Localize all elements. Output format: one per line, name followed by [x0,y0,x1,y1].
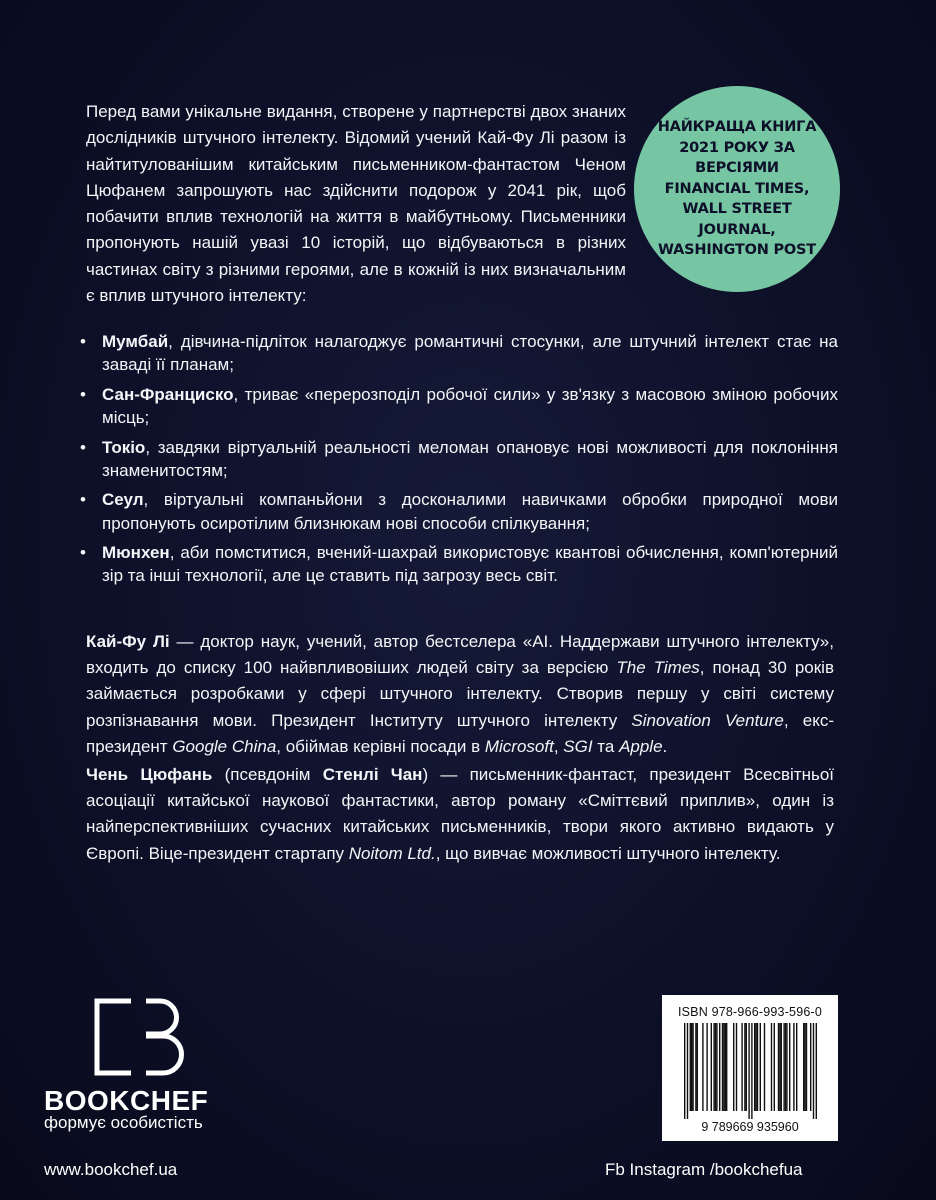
barcode-bar [813,1023,814,1119]
author-name: Чень Цюфань [86,765,213,784]
publisher-social: Fb Instagram /bookchefua [605,1160,803,1179]
bullet: • [80,332,86,351]
bio-italic: Sinovation Venture [631,710,784,730]
barcode-bar [684,1023,685,1119]
barcode-bar [741,1023,742,1111]
barcode-bar [816,1023,817,1119]
bio-italic: SGI [563,736,593,756]
barcode-bar [748,1023,749,1119]
barcode-bar [760,1023,761,1111]
intro-paragraph: Перед вами унікальне видання, створене у партнерстві двох знаних дослідників штучного інтелекту. Відомий учений Кай-Фу Лі разом із найтитулованішим китайським письменником-фантастом Ченом Цюфанем запрошують нас здійснити подорож у 2041 рік, щоб побачити вплив технологій на життя в майбутньому. Письменники пропонують нашій увазі 10 історій, що відбуваються в різних частинах світу з різними героями, але в кожній із них визначальним є вплив штучного інтелекту: [86,102,626,306]
bio-text: , понад 30 років займається розробками у сфері штучного інтелекту. Створив першу у світі систему розпізнавання мови. Президент Інституту штучного інтелекту [86,658,834,730]
author-bio-chen-qiufan [86,762,834,867]
barcode-bar [744,1023,745,1111]
barcode-bar [719,1023,720,1111]
barcode-bar [697,1023,698,1111]
barcode-bar [771,1023,772,1111]
bio-text: , обіймав керівні посади в [276,736,485,756]
barcode-icon [668,1023,832,1135]
bio-text: , [553,736,564,756]
barcode-bar [804,1023,805,1111]
isbn-barcode [662,995,838,1141]
barcode-bar [764,1023,765,1111]
publisher-slogan: формує особистість [44,1113,203,1132]
barcode-bar [711,1023,712,1111]
barcode-bar [687,1023,688,1119]
barcode-bar [722,1023,723,1111]
barcode-bar [781,1023,782,1111]
bio-text: , що вивчає можливості штучного інтелекту. [435,843,781,863]
author-name: Кай-Фу Лі [86,632,170,651]
bio-text: та [592,736,620,756]
barcode-bar [690,1023,691,1111]
barcode-bar [774,1023,775,1111]
bio-text: , екс-президент [86,710,834,756]
barcode-digits: 9 789669 935960 [701,1120,799,1134]
barcode-bar [726,1023,727,1111]
barcode-bar [793,1023,794,1111]
barcode-bar [755,1023,756,1111]
list-item [80,436,838,482]
award-badge [634,86,840,292]
city-name: Сеул [102,490,144,510]
list-item [80,541,838,587]
author-bio-kai-fu-lee [86,629,834,760]
bio-text: — доктор наук, учений, автор бестселера «AI. Наддержави штучного інтелекту», входить до списку 100 найвпливовіших людей світу за версією [86,632,834,678]
barcode-bar [733,1023,734,1111]
barcode-bar [810,1023,811,1111]
bio-text: . [662,736,668,756]
cities-list [80,330,838,594]
barcode-bar [757,1023,758,1111]
city-name: Сан-Франциско [102,384,234,404]
publisher-name: BOOKCHEF [44,1085,209,1116]
barcode-bar [785,1023,786,1111]
city-description: , віртуальні компаньйони з досконалими навичками обробки природної мови пропонують осиротілим близнюкам нові способи спілкування; [102,490,838,533]
barcode-bar [786,1023,787,1111]
city-name: Мюнхен [102,543,170,563]
bio-text: ) — письменник-фантаст, президент Всесвітньої асоціації китайської наукової фантастики, автор роману «Сміттєвий приплив», один із найперспективніших сучасних китайських письменників, твори якого активно видають у Європі. Віце-президент стартапу [86,765,834,863]
barcode-bar [751,1023,752,1119]
bullet: • [80,490,86,510]
barcode-bar [778,1023,779,1111]
author-pseudonym: Стенлі Чан [322,765,423,784]
bio-italic: Google China [172,736,277,756]
bullet: • [80,437,86,457]
city-description: , завдяки віртуальній реальності меломан опановує нові можливості для поклоніння знаменитостям; [102,437,838,480]
bio-italic: The Times [616,658,700,678]
bio-italic: Noitom Ltd. [348,843,436,863]
city-description: , дівчина-підліток налагоджує романтичні стосунки, але штучний інтелект стає на заваді її планам; [102,332,838,375]
city-name: Токіо [102,437,146,457]
barcode-bar [691,1023,692,1111]
barcode-bar [695,1023,696,1111]
barcode-bar [715,1023,716,1111]
barcode-bar [746,1023,747,1111]
bio-italic: Microsoft [484,736,554,756]
list-item [80,488,838,534]
city-name: Мумбай [102,332,169,351]
barcode-bar [706,1023,707,1111]
barcode-bar [789,1023,790,1111]
bio-text: (псевдонім [212,765,323,784]
bio-italic: Apple [619,736,663,756]
barcode-bar [796,1023,797,1111]
barcode-bar [736,1023,737,1111]
barcode-bar [779,1023,780,1111]
city-description: , аби помститися, вчений-шахрай використовує квантові обчислення, комп'ютерний зір та інші технології, але це ставить під загрозу весь світ. [102,543,838,586]
award-badge-text: НАЙКРАЩА КНИГА 2021 РОКУ ЗА ВЕРСІЯМИ FINANCIAL TIMES, WALL STREET JOURNAL, WASHINGTON POST [657,119,817,259]
barcode-bar [716,1023,717,1111]
barcode-bar [803,1023,804,1111]
city-description: , триває «перерозподіл робочої сили» у зв'язку з масовою зміною робочих місць; [102,384,838,427]
barcode-bar [725,1023,726,1111]
barcode-bar [806,1023,807,1111]
barcode-bar [754,1023,755,1111]
isbn-label: ISBN 978-966-993-596-0 [677,1005,823,1019]
bullet: • [80,543,86,563]
bullet: • [80,384,86,404]
list-item [80,383,838,429]
barcode-bar [702,1023,703,1111]
barcode-bar [723,1023,724,1111]
barcode-bar [783,1023,784,1111]
barcode-bar [692,1023,693,1111]
publisher-website: www.bookchef.ua [44,1160,178,1179]
barcode-bar [713,1023,714,1111]
bookchef-logo-icon [94,998,186,1076]
list-item [80,330,838,376]
